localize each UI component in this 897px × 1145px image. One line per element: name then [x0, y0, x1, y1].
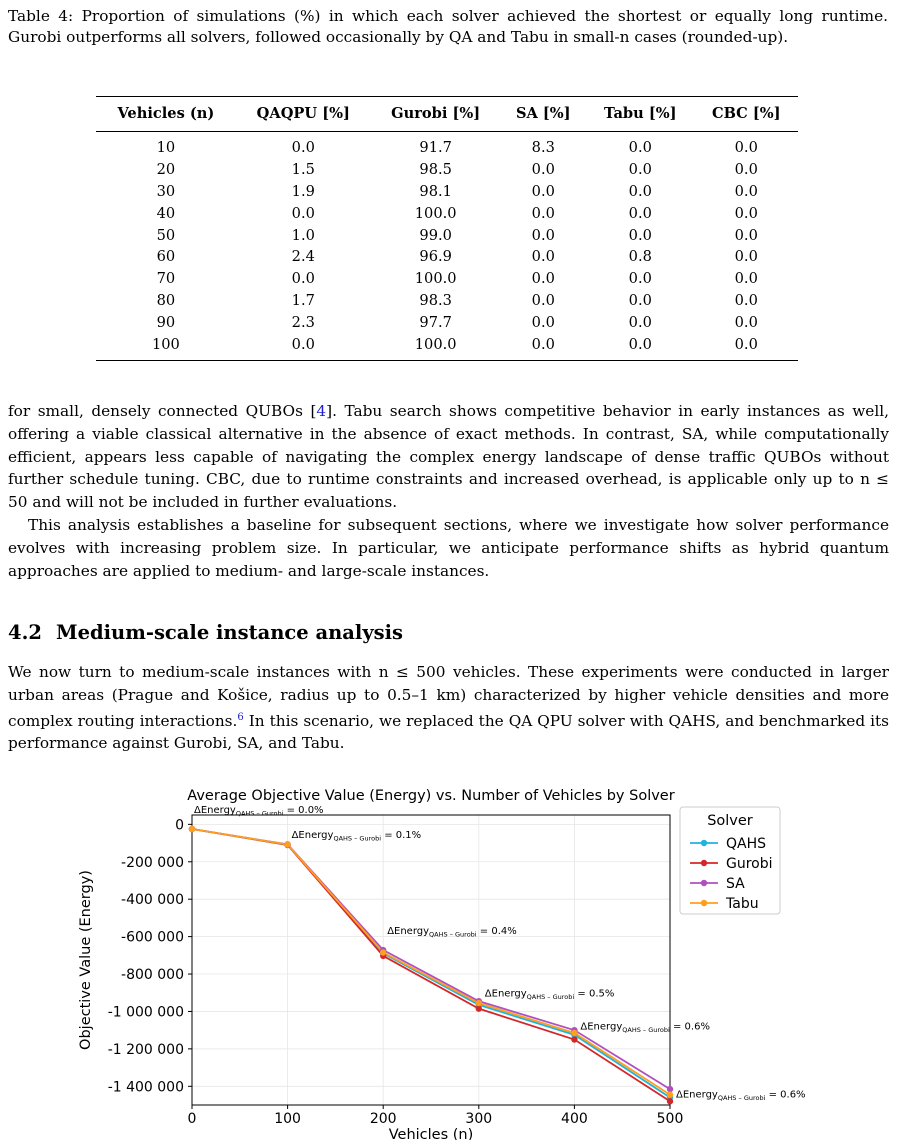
- energy-delta-annotation: ΔEnergy$_{QAHS - Gurobi}$ = 0.6%: [676, 1089, 806, 1102]
- table-cell: 0.0: [628, 139, 652, 157]
- x-tick-label: 500: [656, 1111, 684, 1127]
- citation-link[interactable]: 4: [316, 402, 327, 420]
- y-tick-label: -200 000: [121, 854, 184, 871]
- legend-label: QAHS: [726, 836, 767, 852]
- table-cell: 0.0: [531, 291, 555, 309]
- paragraph: This analysis establishes a baseline for subsequent sections, where we investigate how solver performance evolves with increasing problem size. In particular, we anticipate performance shifts as hybrid quantum approaches are applied to medium- and large-scale instances.: [8, 515, 889, 580]
- table-cell: 1.5: [291, 161, 315, 179]
- column-header: SA [%]: [501, 97, 587, 132]
- data-point-tabu: [380, 949, 386, 955]
- x-tick-label: 0: [187, 1111, 197, 1127]
- table-row: [96, 132, 798, 159]
- column-header: Tabu [%]: [586, 97, 694, 132]
- series-line-qahs: [192, 829, 670, 1097]
- table-cell: 2.4: [291, 248, 315, 266]
- table-cell: 98.3: [419, 291, 452, 309]
- table-cell: 98.1: [419, 182, 452, 200]
- energy-delta-annotation: ΔEnergy$_{QAHS - Gurobi}$ = 0.6%: [580, 1021, 710, 1035]
- table-row: [96, 181, 798, 203]
- table-row: [96, 290, 798, 312]
- legend-swatch-marker: [701, 900, 707, 906]
- caption-label: Table 4:: [8, 7, 74, 25]
- data-point-tabu: [476, 1000, 482, 1006]
- section-title-text: Medium-scale instance analysis: [56, 621, 404, 644]
- data-point-tabu: [284, 841, 290, 847]
- plot-frame: [192, 815, 670, 1105]
- y-axis-label: Objective Value (Energy): [78, 870, 94, 1050]
- table-cell: 96.9: [419, 248, 452, 266]
- table-cell: 0.0: [531, 313, 555, 331]
- y-tick-label: -1 200 000: [107, 1041, 184, 1058]
- legend-swatch-marker: [701, 860, 707, 866]
- table-cell: 0.0: [734, 291, 758, 309]
- x-axis-label: Vehicles (n): [388, 1127, 474, 1140]
- data-point-tabu: [189, 826, 195, 832]
- table-cell: 0.0: [734, 139, 758, 157]
- table-row: [96, 246, 798, 268]
- x-tick-label: 100: [274, 1111, 301, 1127]
- paragraph-text: for small, densely connected QUBOs [: [8, 402, 317, 420]
- series-line-gurobi: [192, 829, 670, 1101]
- table-cell: 0.0: [734, 182, 758, 200]
- table-cell: 1.9: [291, 182, 315, 200]
- x-tick-label: 300: [465, 1111, 493, 1127]
- table-cell: 0.0: [734, 161, 758, 179]
- table-row: [96, 202, 798, 224]
- data-point-gurobi: [667, 1098, 673, 1104]
- x-tick-label: 400: [561, 1111, 588, 1127]
- table-cell: 98.5: [419, 161, 452, 179]
- table-cell: 0.0: [734, 270, 758, 288]
- y-tick-label: -600 000: [121, 929, 184, 946]
- table-cell: 8.3: [531, 139, 555, 157]
- legend-title: Solver: [707, 813, 753, 829]
- footnote-link[interactable]: 6: [237, 711, 244, 723]
- results-table: [96, 96, 798, 361]
- table-cell: 0.0: [734, 313, 758, 331]
- y-tick-label: 0: [175, 817, 184, 834]
- paragraph-text: We now turn to medium-scale instances with n ≤ 500 vehicles. These experiments were conducted in larger urban areas (Prague and Košice, radius up to 0.5–1 km) characterized by higher vehicle densities and more complex routing interactions.: [8, 663, 889, 730]
- table-cell: 90: [156, 313, 176, 331]
- table-cell: 0.0: [734, 335, 758, 353]
- table-cell: 0.0: [734, 204, 758, 222]
- body-section-4-1: [8, 400, 889, 582]
- table-cell: 0.0: [531, 204, 555, 222]
- table-cell: 0.0: [628, 204, 652, 222]
- results-table-wrapper: [96, 96, 798, 361]
- table-cell: 1.0: [291, 226, 315, 244]
- table-row: [96, 333, 798, 360]
- table-cell: 0.0: [628, 335, 652, 353]
- table-cell: 20: [156, 161, 176, 179]
- table-cell: 0.0: [531, 182, 555, 200]
- caption-text: Proportion of simulations (%) in which each solver achieved the shortest or equally long runtime. Gurobi outperforms all solvers, followed occasionally by QA and Tabu in small-n cases (rounded-up).: [8, 7, 888, 46]
- table-cell: 40: [156, 204, 176, 222]
- table-cell: 1.7: [291, 291, 315, 309]
- table-cell: 0.8: [628, 248, 652, 266]
- table-cell: 0.0: [734, 248, 758, 266]
- paragraph: [8, 661, 889, 755]
- table-row: [96, 268, 798, 290]
- y-tick-label: -1 400 000: [107, 1079, 184, 1096]
- table-cell: 0.0: [628, 161, 652, 179]
- table-cell: 60: [156, 248, 176, 266]
- table-cell: 100.0: [414, 204, 457, 222]
- table-cell: 0.0: [628, 226, 652, 244]
- table-cell: 0.0: [628, 313, 652, 331]
- table-cell: 0.0: [531, 335, 555, 353]
- table-cell: 0.0: [628, 270, 652, 288]
- table-row: [96, 159, 798, 181]
- table-caption: [8, 6, 888, 48]
- table-cell: 0.0: [531, 270, 555, 288]
- column-header: QAQPU [%]: [236, 97, 371, 132]
- data-point-tabu: [571, 1030, 577, 1036]
- data-point-sa: [667, 1086, 673, 1092]
- paragraph: [8, 400, 889, 514]
- column-header: CBC [%]: [695, 97, 799, 132]
- table-cell: 0.0: [291, 204, 315, 222]
- table-cell: 80: [156, 291, 176, 309]
- table-cell: 91.7: [419, 139, 452, 157]
- table-row: [96, 224, 798, 246]
- legend-label: Gurobi: [726, 856, 773, 872]
- table-cell: 50: [156, 226, 176, 244]
- table-cell: 0.0: [291, 139, 315, 157]
- table-cell: 0.0: [291, 270, 315, 288]
- table-cell: 0.0: [734, 226, 758, 244]
- paragraph-text: ]. Tabu search shows competitive behavior in early instances as well, offering a viable classical alternative in the absence of exact methods. In contrast, SA, while computationally efficient, appears less capable of navigating the complex energy landscape of dense traffic QUBOs without further schedule tuning. CBC, due to runtime constraints and increased overhead, is applicable only up to n ≤ 50 and will not be included in further evaluations.: [8, 402, 889, 512]
- y-tick-label: -400 000: [121, 892, 184, 909]
- table-cell: 100.0: [414, 335, 457, 353]
- table-row: [96, 311, 798, 333]
- data-point-tabu: [667, 1092, 673, 1098]
- data-point-gurobi: [571, 1036, 577, 1042]
- table-cell: 100: [151, 335, 180, 353]
- energy-delta-annotation: ΔEnergy$_{QAHS - Gurobi}$ = 0.5%: [484, 988, 615, 1002]
- table-cell: 97.7: [419, 313, 452, 331]
- y-tick-label: -1 000 000: [107, 1004, 184, 1021]
- table-cell: 0.0: [531, 226, 555, 244]
- section-number: 4.2: [8, 621, 42, 644]
- paragraph-text: In this scenario, we replaced the QA QPU solver with QAHS, and benchmarked its performance against Gurobi, SA, and Tabu.: [8, 711, 889, 753]
- table-cell: 2.3: [291, 313, 315, 331]
- energy-delta-annotation: ΔEnergy$_{QAHS - Gurobi}$ = 0.0%: [194, 805, 324, 818]
- table-cell: 0.0: [628, 291, 652, 309]
- table-cell: 70: [156, 270, 176, 288]
- legend-label: Tabu: [726, 896, 759, 912]
- chart-svg: [70, 778, 830, 1140]
- data-point-gurobi: [476, 1005, 482, 1011]
- body-section-4-2: [8, 661, 889, 755]
- table-cell: 100.0: [414, 270, 457, 288]
- table-cell: 10: [156, 139, 176, 157]
- table-body: [96, 132, 798, 361]
- column-header: Gurobi [%]: [371, 97, 501, 132]
- energy-delta-annotation: ΔEnergy$_{QAHS - Gurobi}$ = 0.4%: [387, 925, 517, 939]
- table-cell: 0.0: [531, 161, 555, 179]
- section-heading: [8, 621, 403, 644]
- x-tick-label: 200: [369, 1111, 397, 1127]
- legend-swatch-marker: [701, 840, 707, 846]
- table-cell: 30: [156, 182, 176, 200]
- column-header: Vehicles (n): [96, 97, 236, 132]
- energy-line-chart: [70, 778, 830, 1140]
- legend-label: SA: [726, 876, 745, 892]
- table-cell: 99.0: [419, 226, 452, 244]
- table-cell: 0.0: [628, 182, 652, 200]
- table-header-row: [96, 97, 798, 132]
- energy-delta-annotation: ΔEnergy$_{QAHS - Gurobi}$ = 0.1%: [291, 829, 422, 843]
- table-cell: 0.0: [531, 248, 555, 266]
- legend-swatch-marker: [701, 880, 707, 886]
- table-cell: 0.0: [291, 335, 315, 353]
- y-tick-label: -800 000: [121, 967, 184, 984]
- chart-title: Average Objective Value (Energy) vs. Number of Vehicles by Solver: [187, 788, 675, 804]
